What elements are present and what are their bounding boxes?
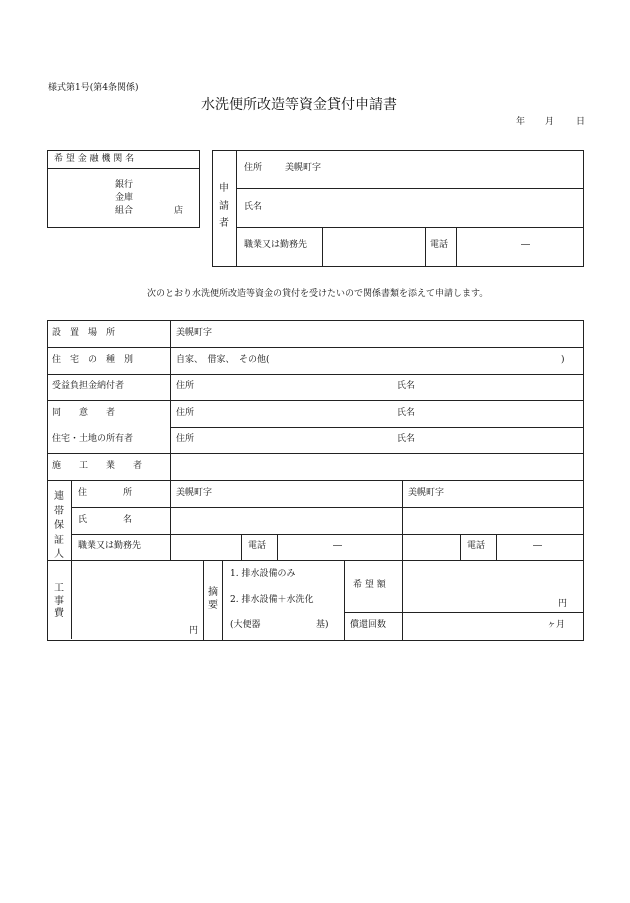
intro-text: 次のとおり水洗便所改造等資金の貸付を受けたいので関係書類を添えて申請します。 bbox=[147, 289, 489, 299]
payer-name-label: 氏名 bbox=[397, 381, 416, 391]
date-year: 年 bbox=[516, 117, 526, 127]
consent-address-label: 住所 bbox=[176, 408, 195, 418]
cost-label: 工事費 bbox=[54, 583, 64, 619]
payer-label: 受益負担金納付者 bbox=[52, 381, 125, 391]
housing-type-close: ) bbox=[561, 355, 565, 365]
guarantor-job-label: 職業又は勤務先 bbox=[78, 541, 142, 551]
form-title: 水洗便所改造等資金貸付申請書 bbox=[201, 97, 397, 113]
desired-amount-yen: 円 bbox=[558, 599, 568, 609]
summary-option-1: 1. 排水設備のみ bbox=[230, 569, 296, 579]
guarantor-address-label: 住 所 bbox=[78, 488, 133, 498]
owner-label: 住宅・土地の所有者 bbox=[52, 434, 134, 444]
desired-amount-label: 希 望 額 bbox=[353, 580, 386, 590]
bank-type-bank: 銀行 bbox=[115, 180, 134, 190]
bank-branch: 店 bbox=[174, 206, 184, 216]
applicant-name-label: 氏名 bbox=[244, 202, 263, 212]
repayment-count-label: 償還回数 bbox=[350, 620, 387, 630]
applicant-label: 申請者 bbox=[219, 183, 229, 229]
guarantor-phone-dash-1: ― bbox=[333, 541, 342, 551]
site-label: 設 置 場 所 bbox=[52, 328, 116, 338]
housing-type-value: 自家、 借家、 その他( bbox=[176, 355, 270, 365]
guarantor-phone-dash-2: ― bbox=[533, 541, 542, 551]
date-day: 日 bbox=[576, 117, 586, 127]
bank-heading: 希 望 金 融 機 関 名 bbox=[54, 154, 135, 164]
guarantor-phone-label-2: 電話 bbox=[467, 541, 486, 551]
housing-type-label: 住 宅 の 種 別 bbox=[52, 355, 134, 365]
repayment-count-unit: ヶ月 bbox=[547, 620, 566, 630]
guarantor-phone-label-1: 電話 bbox=[248, 541, 267, 551]
summary-option-2: 2. 排水設備＋水洗化 bbox=[230, 595, 314, 605]
applicant-phone-label: 電話 bbox=[430, 240, 449, 250]
cost-yen: 円 bbox=[189, 626, 199, 636]
site-value: 美幌町字 bbox=[176, 328, 213, 338]
consent-label: 同 意 者 bbox=[52, 408, 116, 418]
summary-label: 摘要 bbox=[208, 587, 218, 611]
payer-address-label: 住所 bbox=[176, 381, 195, 391]
bank-type-kumiai: 組合 bbox=[115, 206, 134, 216]
bank-type-shinkin: 金庫 bbox=[115, 193, 134, 203]
toilet-count-unit: 基) bbox=[316, 620, 329, 630]
owner-address-label: 住所 bbox=[176, 434, 195, 444]
contractor-label: 施 工 業 者 bbox=[52, 461, 143, 471]
applicant-phone-dash: ― bbox=[521, 240, 530, 250]
guarantor-address-value-1: 美幌町字 bbox=[176, 488, 213, 498]
consent-name-label: 氏名 bbox=[397, 408, 416, 418]
guarantor-name-label: 氏 名 bbox=[78, 515, 133, 525]
applicant-address-value: 美幌町字 bbox=[285, 163, 322, 173]
form-number: 様式第1号(第4条関係) bbox=[48, 83, 139, 93]
applicant-address-label: 住所 bbox=[244, 163, 263, 173]
date-month: 月 bbox=[545, 117, 555, 127]
owner-name-label: 氏名 bbox=[397, 434, 416, 444]
guarantor-address-value-2: 美幌町字 bbox=[408, 488, 445, 498]
applicant-job-label: 職業又は勤務先 bbox=[244, 240, 308, 250]
guarantor-label: 連帯保証人 bbox=[54, 491, 64, 560]
toilet-count-open: (大便器 bbox=[230, 620, 261, 630]
